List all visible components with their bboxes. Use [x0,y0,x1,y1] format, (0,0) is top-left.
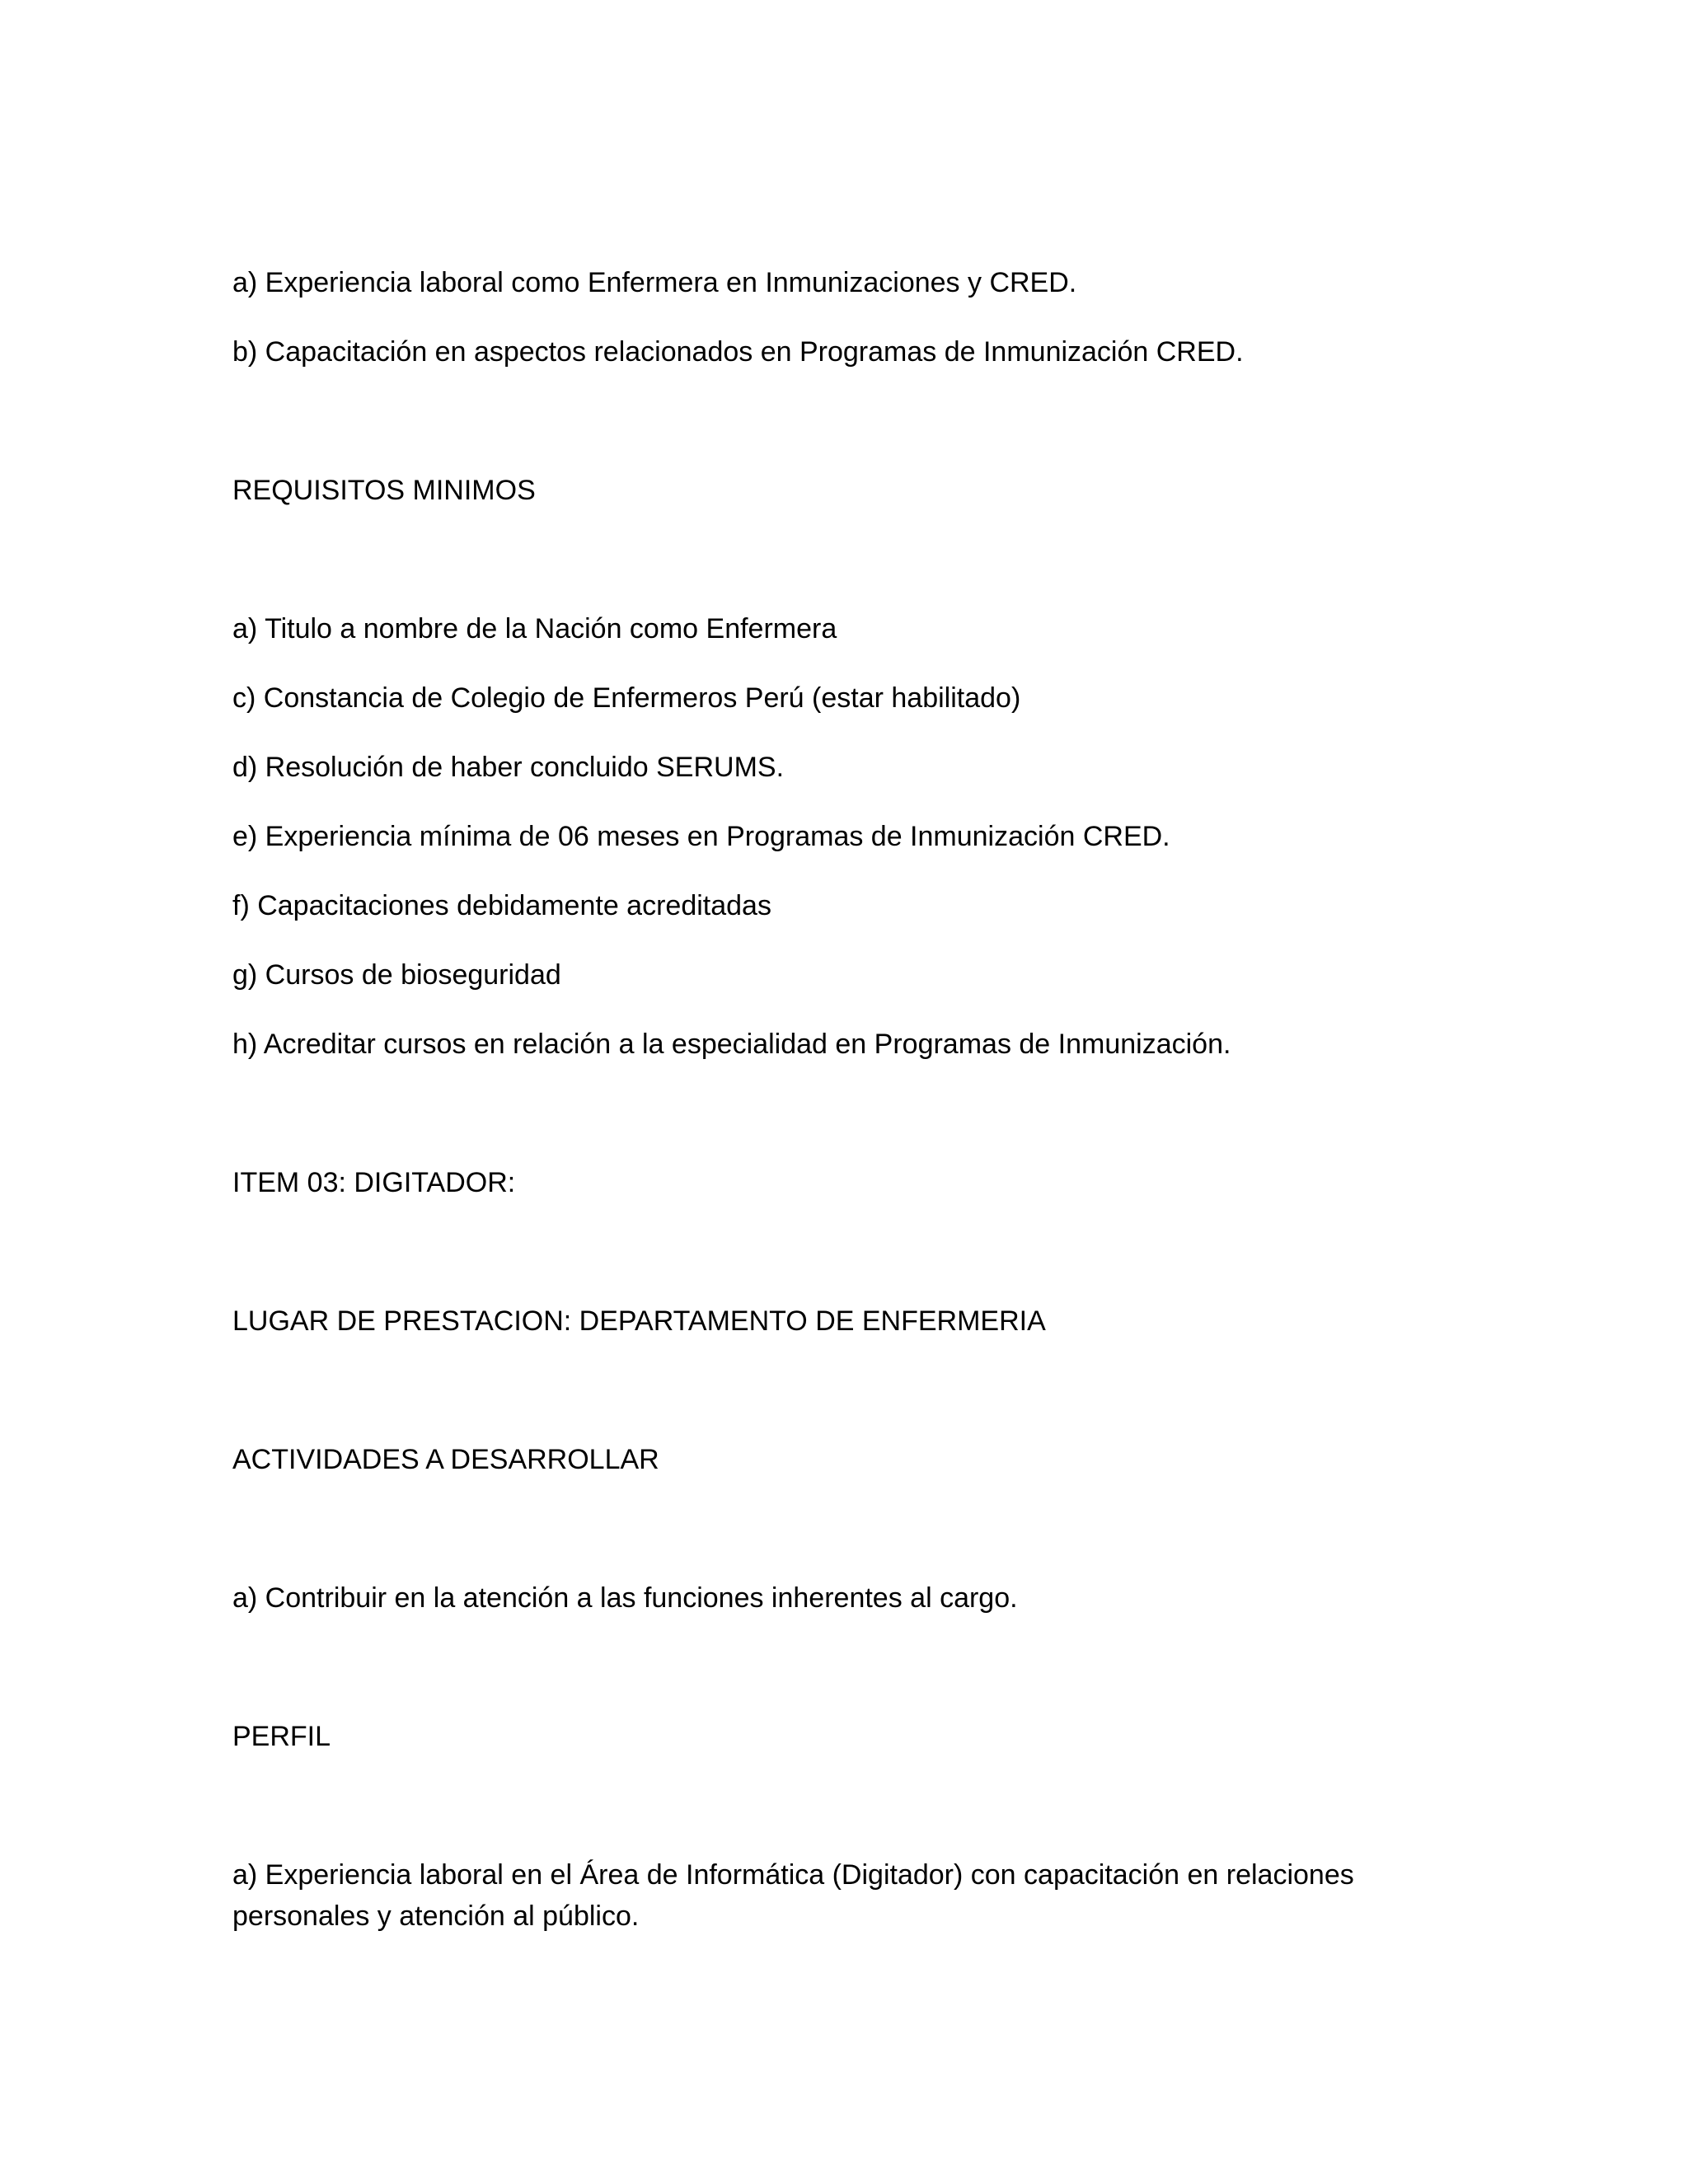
section-heading-requisitos: REQUISITOS MINIMOS [232,475,536,506]
requirement-item-f: f) Capacitaciones debidamente acreditadas [232,890,771,921]
perfil-item-a-line1: a) Experiencia laboral en el Área de Informática (Digitador) con capacitación en relaciones [232,1859,1354,1891]
requirement-item-a: a) Titulo a nombre de la Nación como Enfermera [232,613,837,644]
requirement-item-g: g) Cursos de bioseguridad [232,959,561,991]
section-heading-perfil: PERFIL [232,1721,331,1752]
requirement-item-d: d) Resolución de haber concluido SERUMS. [232,752,785,783]
perfil-item-a-line2: personales y atención al público. [232,1900,640,1932]
requirement-item-e: e) Experiencia mínima de 06 meses en Programas de Inmunización CRED. [232,821,1170,852]
requirement-item-c: c) Constancia de Colegio de Enfermeros Perú (estar habilitado) [232,682,1021,714]
section-heading-actividades: ACTIVIDADES A DESARROLLAR [232,1444,659,1475]
requirement-item-h: h) Acreditar cursos en relación a la especialidad en Programas de Inmunización. [232,1029,1231,1060]
location-heading: LUGAR DE PRESTACION: DEPARTAMENTO DE ENFERMERIA [232,1305,1046,1337]
profile-item-b: b) Capacitación en aspectos relacionados en Programas de Inmunización CRED. [232,336,1244,368]
activity-item-a: a) Contribuir en la atención a las funciones inherentes al cargo. [232,1582,1018,1614]
item-heading: ITEM 03: DIGITADOR: [232,1167,516,1198]
profile-item-a: a) Experiencia laboral como Enfermera en Inmunizaciones y CRED. [232,267,1077,298]
